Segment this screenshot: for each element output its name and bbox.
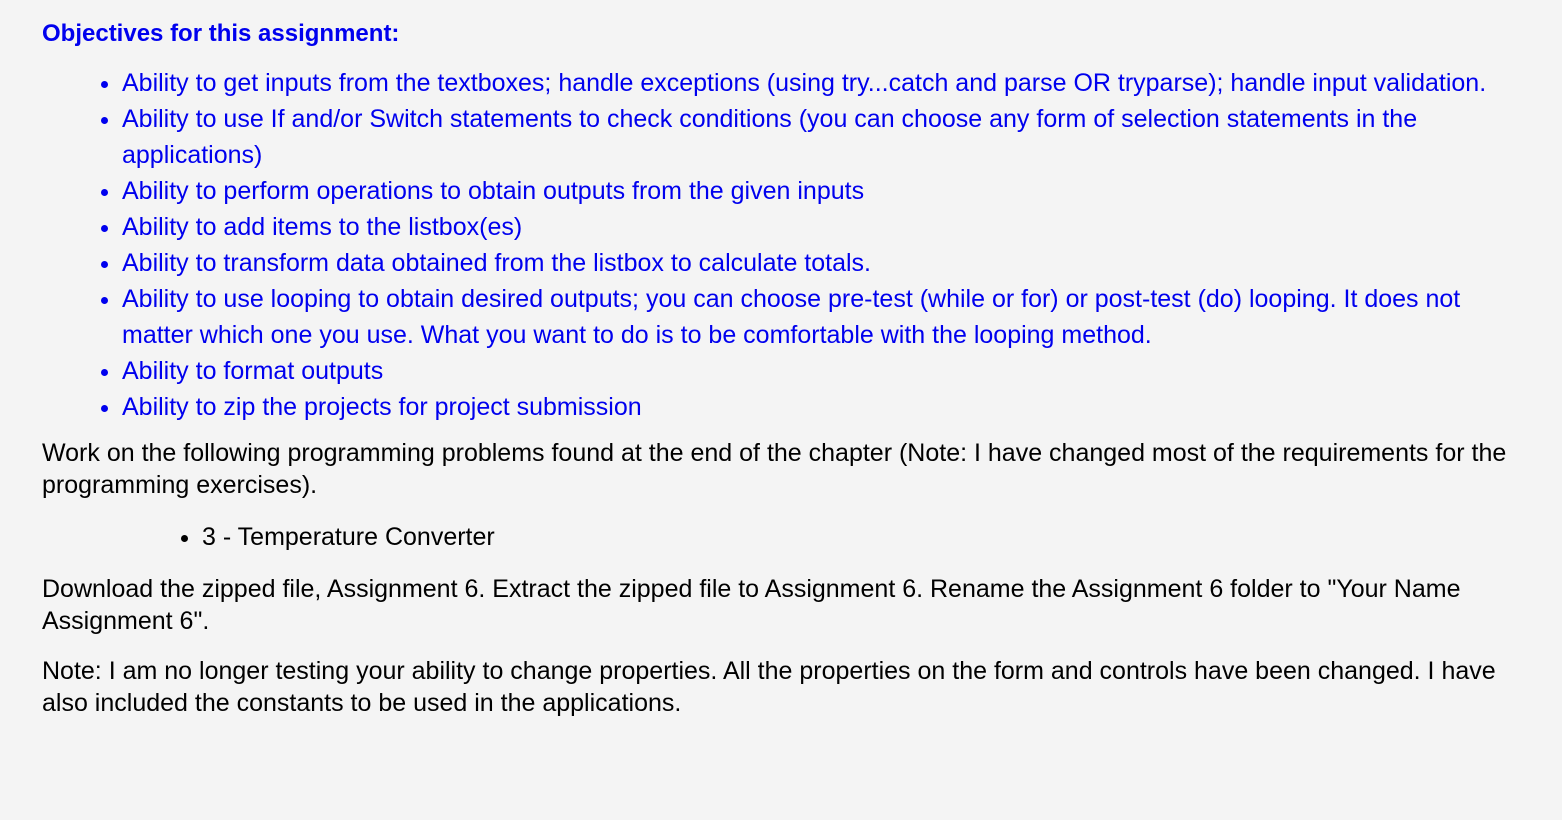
objective-item: • Ability to transform data obtained from the listbox to calculate totals.	[122, 245, 1522, 281]
objective-item: • Ability to add items to the listbox(es)	[122, 209, 1522, 245]
objective-item: • Ability to get inputs from the textboxes; handle exceptions (using try...catch and parse OR tryparse); handle input validation.	[122, 65, 1522, 101]
problem-item: • 3 - Temperature Converter	[202, 519, 1522, 555]
note-paragraph: Note: I am no longer testing your ability to change properties. All the properties on the form and controls have been changed. I have also included the constants to be used in the applications.	[42, 657, 1496, 717]
objective-item: • Ability to use If and/or Switch statements to check conditions (you can choose any form of selection statements in the applications)	[122, 101, 1522, 173]
objectives-list	[42, 65, 1522, 425]
download-paragraph: Download the zipped file, Assignment 6. Extract the zipped file to Assignment 6. Rename the Assignment 6 folder to "Your Name Assignment 6".	[42, 575, 1461, 635]
objective-item: • Ability to format outputs	[122, 353, 1522, 389]
work-paragraph: Work on the following programming problems found at the end of the chapter (Note: I have changed most of the requirements for the programming exercises).	[42, 439, 1507, 499]
objective-item: • Ability to perform operations to obtain outputs from the given inputs	[122, 173, 1522, 209]
objective-item: • Ability to zip the projects for project submission	[122, 389, 1522, 425]
objectives-heading: Objectives for this assignment:	[42, 20, 400, 47]
objective-item: • Ability to use looping to obtain desired outputs; you can choose pre-test (while or for) or post-test (do) looping. It does not matter which one you use. What you want to do is to be comfortable with the looping method.	[122, 281, 1522, 353]
problems-list	[42, 519, 1522, 555]
